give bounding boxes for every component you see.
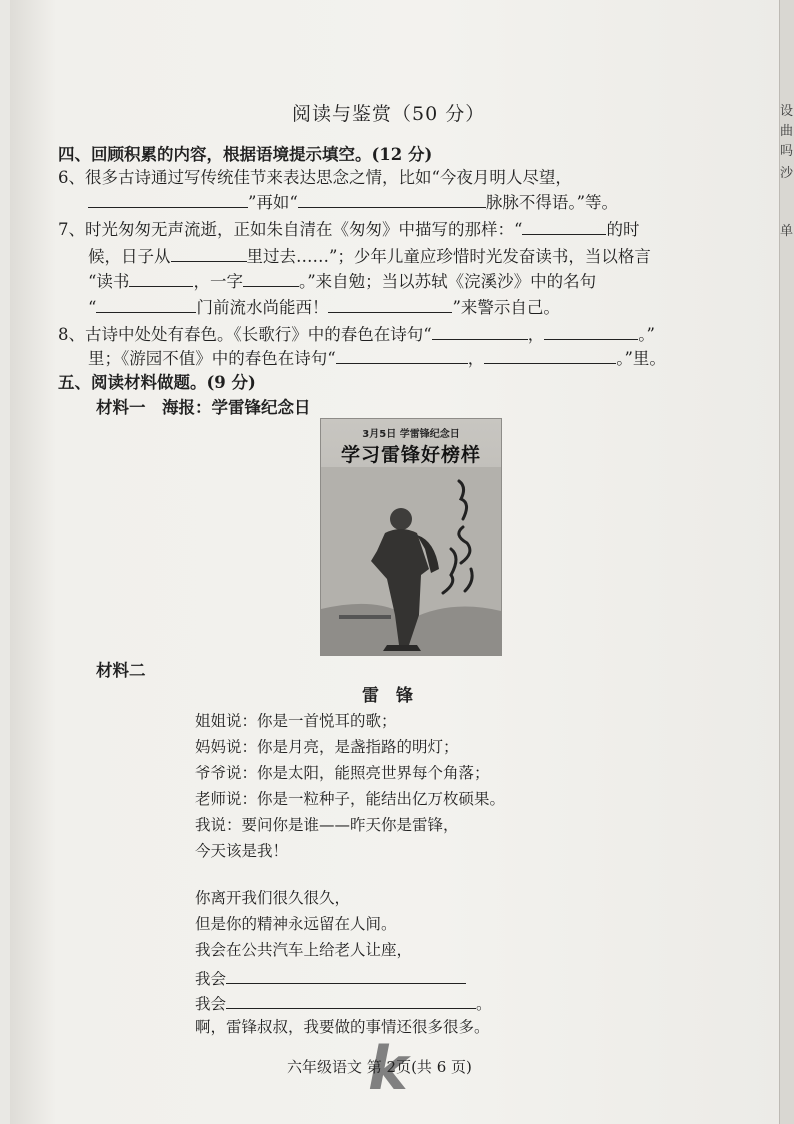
q7-line1: 7、时光匆匆无声流逝，正如朱自清在《匆匆》中描写的那样：“ 的时 bbox=[58, 220, 640, 239]
page-footer: 六年级语文 第 2页(共 6 页) bbox=[287, 1058, 472, 1076]
material1-label: 材料一 海报：学雷锋纪念日 bbox=[96, 398, 311, 417]
q6-line2: ”再如“ 脉脉不得语。”等。 bbox=[88, 193, 618, 212]
q8-line2: 里；《游园不值》中的春色在诗句“ ， 。”里。 bbox=[88, 349, 666, 368]
q7-blank-1[interactable] bbox=[522, 220, 606, 235]
poem-line: 姐姐说：你是一首悦耳的歌； bbox=[195, 712, 397, 730]
poster-date: 3月5日 学雷锋纪念日 bbox=[362, 429, 460, 440]
poem-line: 我会在公共汽车上给老人让座， bbox=[195, 941, 413, 959]
q7-line4: “ 门前流水尚能西！ ”来警示自己。 bbox=[88, 298, 560, 317]
poem-line: 啊，雷锋叔叔，我要做的事情还很多很多。 bbox=[195, 1018, 490, 1036]
edge-text: 曲 bbox=[779, 124, 793, 139]
poem-line: 妈妈说：你是月亮，是盏指路的明灯； bbox=[195, 738, 459, 756]
poem-blank-2[interactable] bbox=[226, 994, 476, 1009]
poem-line-blank: 我会 bbox=[195, 969, 466, 988]
poem-line: 今天该是我！ bbox=[195, 842, 289, 860]
statue-image bbox=[321, 419, 501, 655]
edge-text: 吗 bbox=[779, 144, 793, 159]
k-watermark-logo: k bbox=[368, 1034, 408, 1104]
page-title: 阅读与鉴赏（50 分） bbox=[292, 103, 486, 125]
q8-blank-2[interactable] bbox=[544, 325, 638, 340]
q8-blank-1[interactable] bbox=[432, 325, 528, 340]
material2-label: 材料二 bbox=[96, 661, 146, 680]
q6-blank-2[interactable] bbox=[298, 193, 486, 208]
q7-blank-6[interactable] bbox=[328, 298, 452, 313]
poem-line: 但是你的精神永远留在人间。 bbox=[195, 915, 397, 933]
next-page-edge bbox=[779, 0, 794, 1124]
q7-blank-3[interactable] bbox=[129, 272, 193, 287]
lei-feng-poster bbox=[320, 418, 502, 656]
section4-heading: 四、回顾积累的内容，根据语境提示填空。(12 分) bbox=[58, 145, 433, 164]
q8-blank-3[interactable] bbox=[336, 349, 468, 364]
edge-text: 单 bbox=[779, 224, 793, 239]
edge-text: 沙 bbox=[779, 166, 793, 181]
q6-blank-1[interactable] bbox=[88, 193, 248, 208]
q7-line2: 候，日子从 里过去……”；少年儿童应珍惜时光发奋读书，当以格言 bbox=[88, 247, 651, 266]
section5-heading: 五、阅读材料做题。(9 分) bbox=[58, 373, 256, 392]
q7-blank-5[interactable] bbox=[96, 298, 196, 313]
poem-title: 雷 锋 bbox=[362, 686, 413, 706]
poem-line: 我说：要问你是谁——昨天你是雷锋， bbox=[195, 816, 459, 834]
q7-blank-4[interactable] bbox=[243, 272, 299, 287]
poem-line-blank: 我会 。 bbox=[195, 995, 492, 1013]
q8-blank-4[interactable] bbox=[484, 349, 616, 364]
q6-line1: 6、很多古诗通过写传统佳节来表达思念之情，比如“今夜月明人尽望， bbox=[58, 168, 572, 187]
q8-line1: 8、古诗中处处有春色。《长歌行》中的春色在诗句“ ， 。” bbox=[58, 325, 655, 344]
q7-line3: “读书 ，一字 。”来自勉；当以苏轼《浣溪沙》中的名句 bbox=[88, 272, 597, 291]
poem-line: 你离开我们很久很久， bbox=[195, 889, 351, 907]
poem-line: 爷爷说：你是太阳，能照亮世界每个角落； bbox=[195, 764, 490, 782]
q7-blank-2[interactable] bbox=[171, 247, 247, 262]
edge-text: 设 bbox=[779, 104, 793, 119]
poem-line: 老师说：你是一粒种子，能结出亿万枚硕果。 bbox=[195, 790, 506, 808]
poem-blank-1[interactable] bbox=[226, 969, 466, 984]
poster-headline: 学习雷锋好榜样 bbox=[340, 444, 481, 466]
